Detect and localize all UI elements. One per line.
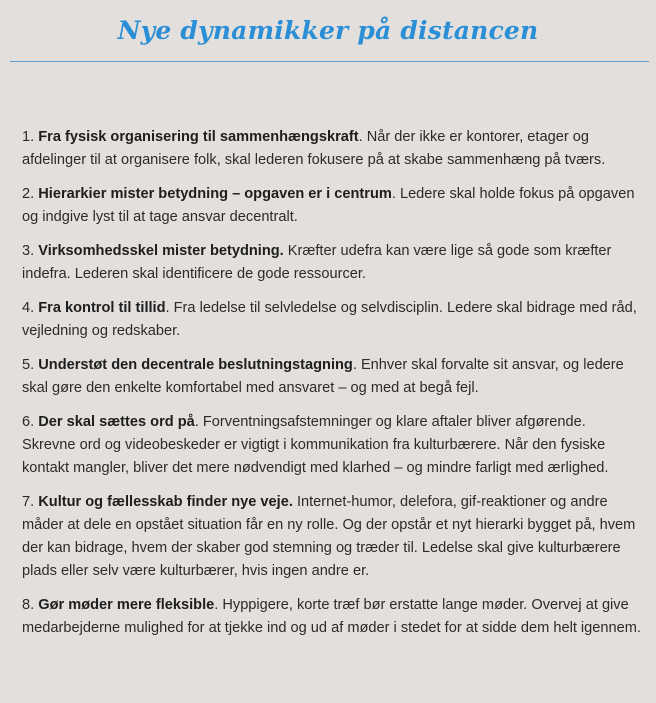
list-item xyxy=(22,126,642,172)
list-item xyxy=(22,411,642,480)
item-number: 1. xyxy=(22,129,35,145)
item-heading: Der skal sættes ord på xyxy=(38,414,195,430)
item-number: 3. xyxy=(22,243,35,259)
list-item xyxy=(22,594,642,640)
list-item xyxy=(22,354,642,400)
item-number: 4. xyxy=(22,300,35,316)
item-heading: Kultur og fællesskab finder nye veje. xyxy=(38,494,293,510)
item-heading: Hierarkier mister betydning – opgaven er i centrum xyxy=(38,186,392,202)
item-heading: Fra kontrol til tillid xyxy=(38,300,166,316)
item-text: . Når der ikke er kontorer, etager og afdelinger til at organisere folk, skal lederen fokusere på at skabe sammenhæng på tværs. xyxy=(22,129,606,168)
item-number: 2. xyxy=(22,186,35,202)
list-item xyxy=(22,240,642,286)
item-text: . Forventningsafstemninger og klare aftaler bliver afgørende. Skrevne ord og videobeskeder er vigtigt i kommunikation fra kulturbærere. Når den fysiske kontakt mangler, bliver det mere nødvendigt med klarhed – og mindre farligt med ærlighed. xyxy=(22,414,609,476)
list-item xyxy=(22,297,642,343)
title-divider xyxy=(10,61,649,62)
item-number: 5. xyxy=(22,357,35,373)
item-heading: Understøt den decentrale beslutningstagning xyxy=(38,357,353,373)
item-heading: Fra fysisk organisering til sammenhængskraft xyxy=(38,129,359,145)
item-text: Kræfter udefra kan være lige så gode som kræfter indefra. Lederen skal identificere de gode ressourcer. xyxy=(22,243,612,282)
item-text: . Fra ledelse til selvledelse og selvdisciplin. Ledere skal bidrage med råd, vejledning og redskaber. xyxy=(22,300,637,339)
item-text: Internet-humor, delefora, gif-reaktioner og andre måder at dele en opstået situation får en ny rolle. Og der opstår et nyt hierarki bygget på, hvem der kan bidrage, hvem der skaber god stemning og træder til. Ledelse skal give kulturbærere plads eller selv være kulturbærer, hvis ingen andre er. xyxy=(22,494,636,579)
item-text: . Ledere skal holde fokus på opgaven og indgive lyst til at tage ansvar decentralt. xyxy=(22,186,635,225)
item-heading: Gør møder mere fleksible xyxy=(38,597,215,613)
item-number: 6. xyxy=(22,414,35,430)
item-heading: Virksomhedsskel mister betydning. xyxy=(38,243,284,259)
item-number: 8. xyxy=(22,597,35,613)
item-text: . Enhver skal forvalte sit ansvar, og ledere skal gøre den enkelte komfortabel med ansvaret – og med at begå fejl. xyxy=(22,357,624,396)
list-item xyxy=(22,183,642,229)
page-title: Nye dynamikker på distancen xyxy=(117,16,539,45)
item-number: 7. xyxy=(22,494,35,510)
list-item xyxy=(22,491,642,583)
item-text: . Hyppigere, korte træf bør erstatte lange møder. Overvej at give medarbejderne mulighed for at tjekke ind og ud af møder i stedet for at sidde dem helt igennem. xyxy=(22,597,641,636)
numbered-list xyxy=(22,126,642,651)
